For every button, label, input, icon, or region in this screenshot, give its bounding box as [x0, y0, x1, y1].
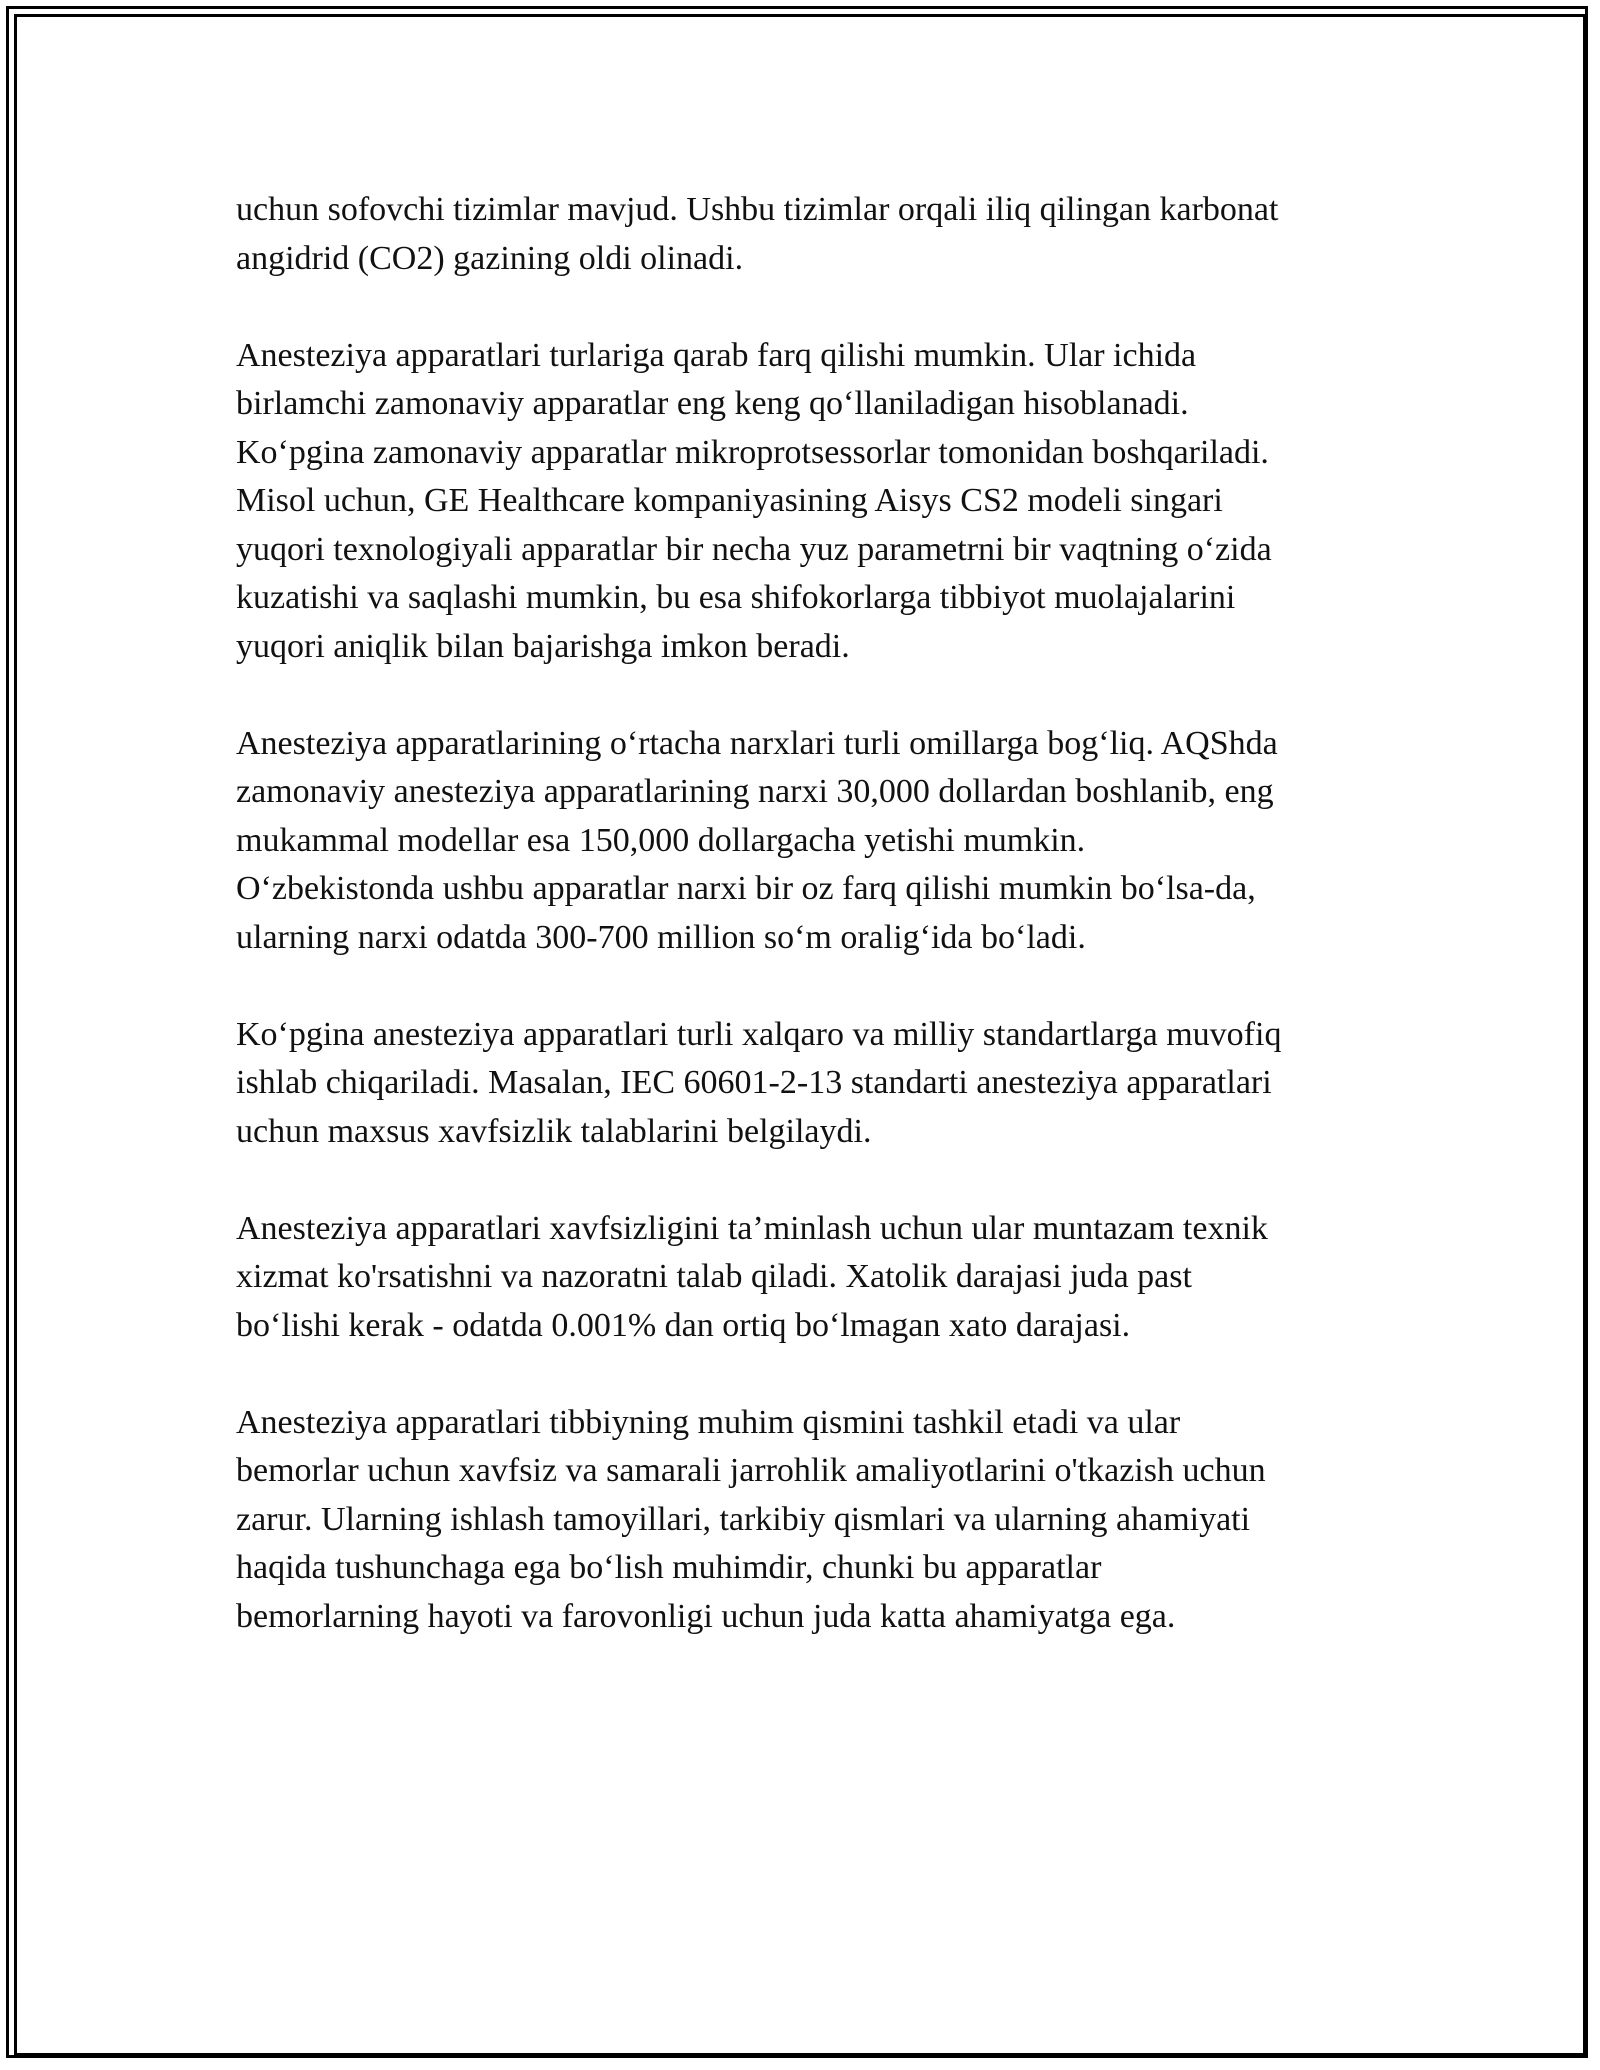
text-line: haqida tushunchaga ega bo‘lish muhimdir, chunki bu apparatlar [236, 1549, 1102, 1586]
text-line: yuqori aniqlik bilan bajarishga imkon beradi. [236, 627, 850, 665]
text-line: bemorlar uchun xavfsiz va samarali jarrohlik amaliyotlarini o'tkazish uchun [236, 1452, 1266, 1489]
text-line: Misol uchun, GE Healthcare kompaniyasining Aisys CS2 modeli singari [236, 482, 1223, 519]
text-line: Anesteziya apparatlari xavfsizligini ta’minlash uchun ular muntazam texnik [236, 1209, 1268, 1247]
text-line: uchun sofovchi tizimlar mavjud. Ushbu tizimlar orqali iliq qilingan karbonat [236, 191, 1279, 228]
paragraph-4 [236, 1011, 1436, 1157]
paragraph-2 [236, 332, 1436, 672]
paragraph-6 [236, 1399, 1436, 1642]
text-line: Anesteziya apparatlari tibbiyning muhim qismini tashkil etadi va ular [236, 1403, 1181, 1441]
text-line: kuzatishi va saqlashi mumkin, bu esa shifokorlarga tibbiyot muolajalarini [236, 579, 1236, 616]
text-line: ularning narxi odatda 300-700 million so‘m oralig‘ida bo‘ladi. [236, 918, 1086, 956]
text-line: ishlab chiqariladi. Masalan, IEC 60601-2-13 standarti anesteziya apparatlari [236, 1064, 1272, 1101]
text-line: Anesteziya apparatlarining o‘rtacha narxlari turli omillarga bog‘liq. AQShda [236, 724, 1278, 762]
text-line: Ko‘pgina zamonaviy apparatlar mikroprotsessorlar tomonidan boshqariladi. [236, 433, 1269, 471]
text-line: angidrid (CO2) gazining oldi olinadi. [236, 239, 744, 277]
text-line: Ko‘pgina anesteziya apparatlari turli xalqaro va milliy standartlarga muvofiq [236, 1015, 1282, 1053]
paragraph-5 [236, 1205, 1436, 1351]
paragraph-3 [236, 720, 1436, 963]
text-line: bo‘lishi kerak - odatda 0.001% dan ortiq bo‘lmagan xato darajasi. [236, 1306, 1131, 1344]
text-line: uchun maxsus xavfsizlik talablarini belgilaydi. [236, 1112, 872, 1150]
text-line: bemorlarning hayoti va farovonligi uchun juda katta ahamiyatga ega. [236, 1597, 1176, 1635]
text-line: birlamchi zamonaviy apparatlar eng keng qo‘llaniladigan hisoblanadi. [236, 385, 1189, 422]
text-line: mukammal modellar esa 150,000 dollargacha yetishi mumkin. [236, 821, 1086, 859]
text-line: zamonaviy anesteziya apparatlarining narxi 30,000 dollardan boshlanib, eng [236, 773, 1274, 810]
document-body [236, 186, 1436, 1690]
text-line: xizmat ko'rsatishni va nazoratni talab qiladi. Xatolik darajasi juda past [236, 1258, 1192, 1295]
text-line: O‘zbekistonda ushbu apparatlar narxi bir oz farq qilishi mumkin bo‘lsa-da, [236, 870, 1256, 907]
text-line: zarur. Ularning ishlash tamoyillari, tarkibiy qismlari va ularning ahamiyati [236, 1500, 1251, 1538]
paragraph-1 [236, 186, 1436, 283]
text-line: yuqori texnologiyali apparatlar bir necha yuz parametrni bir vaqtning o‘zida [236, 530, 1272, 568]
text-line: Anesteziya apparatlari turlariga qarab farq qilishi mumkin. Ular ichida [236, 336, 1197, 374]
